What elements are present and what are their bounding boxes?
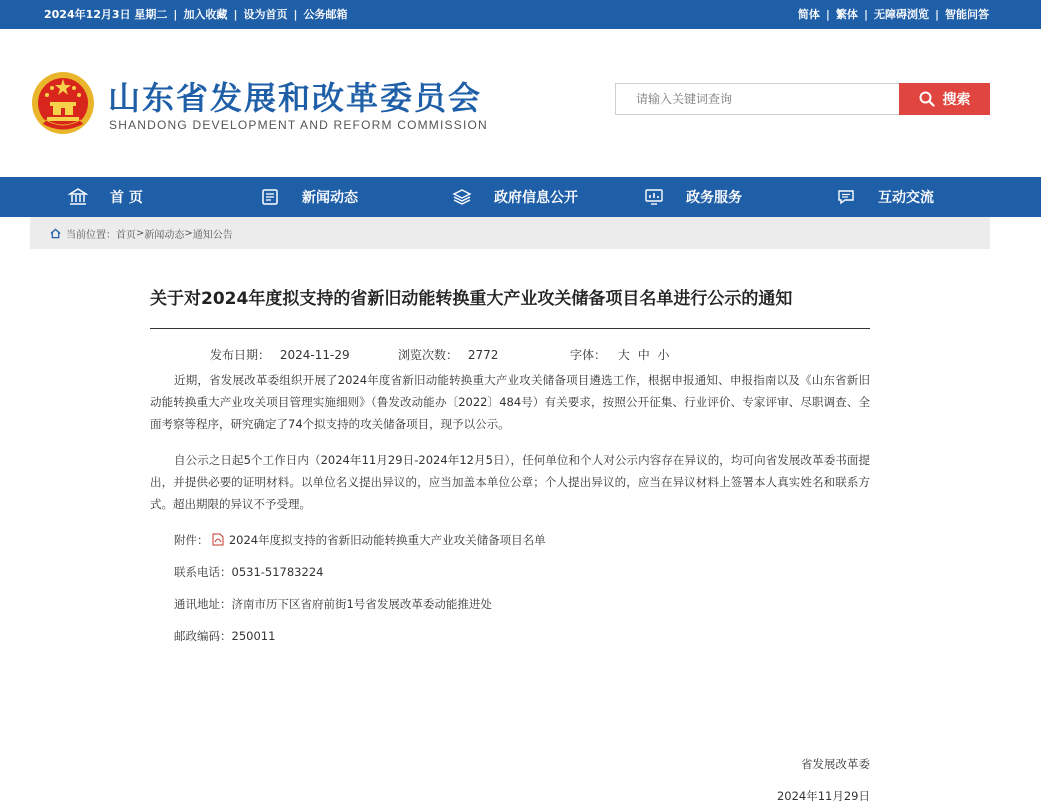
font-size-large[interactable]: 大 — [617, 348, 630, 362]
home-icon — [50, 228, 61, 239]
set-homepage-link[interactable]: 设为首页 — [243, 8, 288, 21]
national-emblem-icon — [30, 70, 96, 136]
current-date: 2024年12月3日 星期二 — [44, 8, 168, 21]
publish-date-value: 2024-11-29 — [279, 348, 350, 362]
traditional-chinese-link[interactable]: 繁体 — [835, 8, 858, 21]
search-button[interactable] — [899, 83, 990, 115]
breadcrumb-separator: > — [184, 227, 193, 239]
contact-address: 通讯地址：济南市历下区省府前街1号省发展改革委动能推进处 — [174, 597, 492, 611]
publish-date — [210, 346, 350, 363]
article-title: 关于对2024年度拟支持的省新旧动能转换重大产业攻关储备项目名单进行公示的通知 — [150, 289, 793, 309]
chat-icon — [836, 187, 856, 207]
building-icon — [68, 187, 88, 207]
signature-date: 2024年11月29日 — [776, 789, 870, 803]
official-email-link[interactable]: 公务邮箱 — [303, 8, 348, 21]
breadcrumb-separator: > — [136, 227, 145, 239]
contact-phone: 联系电话：0531-51783224 — [174, 565, 324, 579]
attachment-link[interactable]: 2024年度拟支持的省新旧动能转换重大产业攻关储备项目名单 — [228, 533, 546, 547]
nav-news[interactable] — [260, 177, 358, 217]
nav-gov-info[interactable] — [452, 177, 578, 217]
divider: | — [863, 8, 868, 21]
font-size-label: 字体： — [570, 348, 607, 362]
title-divider — [150, 328, 870, 329]
layers-icon — [452, 187, 472, 207]
top-bar-left — [44, 0, 348, 29]
font-size-small[interactable]: 小 — [657, 348, 670, 362]
attachment-line — [174, 532, 546, 548]
top-bar-right — [798, 0, 989, 29]
article-paragraph-1: 近期，省发展改革委组织开展了2024年度省新旧动能转换重大产业攻关储备项目遴选工作，根据申报通知、申报指南以及《山东省新旧动能转换重大产业攻关项目管理实施细则》（鲁发改动能办〔2022〕484号）有关要求，按照公开征集、行业评价、专家评审、尽职调查、全面考察等程序，研究确定了74个拟支持的攻关储备项目，现予以公示。 — [150, 373, 870, 431]
attachment-label: 附件： — [174, 533, 209, 547]
nav-label: 政府信息公开 — [494, 190, 578, 206]
divider: | — [825, 8, 830, 21]
search-button-label: 搜索 — [942, 92, 971, 108]
breadcrumb-label: 当前位置： — [66, 229, 116, 241]
nav-label: 首 页 — [110, 190, 143, 206]
divider: | — [173, 8, 178, 21]
pdf-icon — [212, 533, 224, 546]
monitor-chart-icon — [644, 187, 664, 207]
main-nav — [0, 177, 1041, 217]
signature-org: 省发展改革委 — [801, 757, 870, 771]
news-icon — [260, 187, 280, 207]
nav-label: 政务服务 — [686, 190, 742, 206]
divider: | — [233, 8, 238, 21]
article-paragraph-2: 自公示之日起5个工作日内（2024年11月29日-2024年12月5日），任何单位和个人对公示内容存在异议的，均可向省发展改革委书面提出，并提供必要的证明材料。以单位名义提出异议的，应当加盖本单位公章；个人提出异议的，应当在异议材料上签署本人真实姓名和联系方式。超出期限的异议不予受理。 — [150, 453, 870, 511]
breadcrumb-home[interactable]: 首页 — [116, 229, 136, 241]
nav-home[interactable] — [68, 177, 143, 217]
nav-label: 互动交流 — [878, 190, 934, 206]
smart-qa-link[interactable]: 智能问答 — [945, 8, 989, 21]
breadcrumb-notices[interactable]: 通知公告 — [192, 229, 233, 241]
site-header — [0, 29, 1041, 177]
site-subtitle: SHANDONG DEVELOPMENT AND REFORM COMMISSION — [109, 118, 488, 132]
nav-label: 新闻动态 — [302, 190, 358, 206]
nav-interaction[interactable] — [836, 177, 934, 217]
nav-services[interactable] — [644, 177, 742, 217]
simplified-chinese-link[interactable]: 简体 — [797, 8, 820, 21]
top-bar — [0, 0, 1041, 29]
site-title: 山东省发展和改革委员会 — [108, 79, 483, 117]
add-favorite-link[interactable]: 加入收藏 — [183, 8, 228, 21]
divider: | — [293, 8, 298, 21]
accessibility-link[interactable]: 无障碍浏览 — [873, 8, 929, 21]
publish-date-label: 发布日期： — [210, 348, 271, 362]
search-icon — [919, 91, 935, 107]
view-count-label: 浏览次数： — [398, 348, 459, 362]
divider: | — [934, 8, 939, 21]
breadcrumb-news[interactable]: 新闻动态 — [144, 229, 185, 241]
postal-code: 邮政编码：250011 — [174, 629, 276, 643]
font-size-medium[interactable]: 中 — [637, 348, 650, 362]
search-input[interactable] — [615, 83, 899, 115]
font-size-selector — [570, 346, 674, 363]
view-count-value: 2772 — [467, 348, 499, 362]
view-count — [398, 346, 498, 363]
breadcrumb — [30, 217, 990, 249]
